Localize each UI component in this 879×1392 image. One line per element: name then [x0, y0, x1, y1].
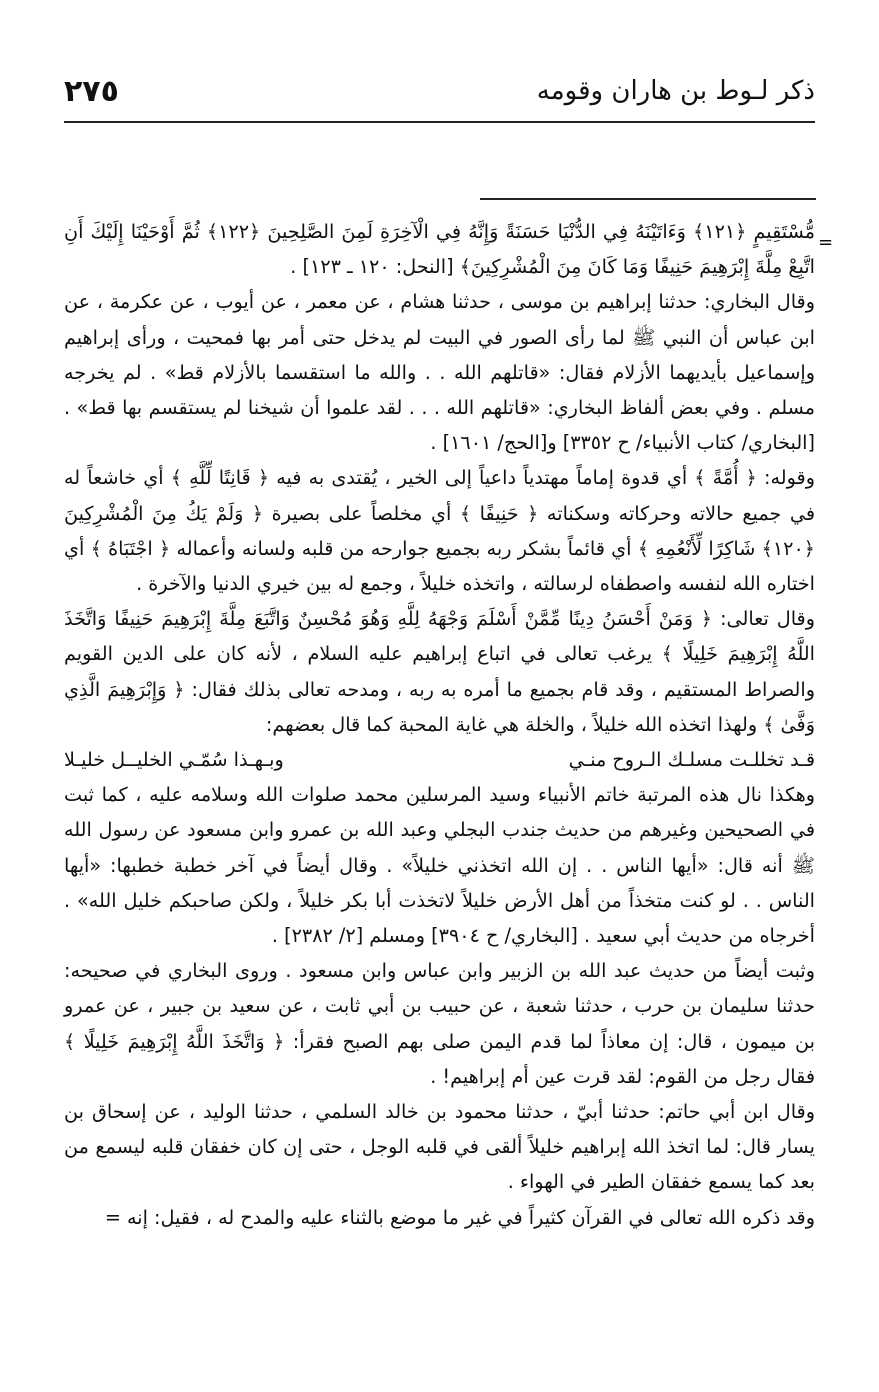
chapter-title: ذكر لـوط بن هاران وقومه	[536, 76, 815, 106]
header-rule	[64, 121, 815, 123]
paragraph: وثبت أيضاً من حديث عبد الله بن الزبير وابن عباس وابن مسعود . وروى البخاري في صحيحه: حدثنا سليمان بن حرب ، حدثنا شعبة ، عن حبيب بن أبي ثابت ، عن سعيد بن جبير ، عن عمرو بن ميمون ، قال: إن معاذاً لما قدم اليمن صلى بهم الصبح فقرأ: ﴿ وَاتَّخَذَ اللَّهُ إِبْرَهِيمَ خَلِيلًا ﴾ فقال رجل من القوم: لقد قرت عين أم إبراهيم! .	[64, 959, 815, 1088]
continuation-marker: =	[818, 232, 834, 253]
page-number: ٢٧٥	[64, 73, 119, 109]
main-text	[64, 214, 815, 1235]
paragraph: مُّسْتَقِيمٍ ﴿١٢١﴾ وَءَاتَيْنَهُ فِي الدُّنْيَا حَسَنَةً وَإِنَّهُ فِي الْآخِرَةِ لَمِنَ الصَّلِحِينَ ﴿١٢٢﴾ ثُمَّ أَوْحَيْنَا إِلَيْكَ أَنِ اتَّبِعْ مِلَّةَ إِبْرَهِيمَ حَنِيفًا وَمَا كَانَ مِنَ الْمُشْرِكِينَ﴾ [النحل: ١٢٠ ـ ١٢٣] .	[64, 220, 815, 279]
verse-first-hemistich: قـد تخللـت مسلـك الـروح منـي	[568, 748, 815, 772]
paragraph: وقد ذكره الله تعالى في القرآن كثيراً في غير ما موضع بالثناء عليه والمدح له ، فقيل: إنه =	[104, 1205, 815, 1229]
paragraph: وهكذا نال هذه المرتبة خاتم الأنبياء وسيد المرسلين محمد صلوات الله وسلامه عليه ، كما ثبت في الصحيحين وغيرهم من حديث جندب البجلي وعبد الله بن عمرو وابن مسعود عن رسول الله ﷺ أنه قال: «أيها الناس . . إن الله اتخذني خليلاً» . وقال أيضاً في آخر خطبة خطبها: «أيها الناس . . لو كنت متخذاً من أهل الأرض خليلاً لاتخذت أبا بكر خليلاً ، ولكن صاحبكم خليل الله» . أخرجاه من حديث أبي سعيد . [البخاري/ ح ٣٩٠٤] ومسلم [٢/ ٢٣٨٢] .	[64, 783, 815, 948]
running-header	[64, 66, 815, 116]
paragraph: وقال ابن أبي حاتم: حدثنا أبيّ ، حدثنا محمود بن خالد السلمي ، حدثنا الوليد ، عن إسحاق بن يسار قال: لما اتخذ الله إبراهيم خليلاً ألقى في قلبه الوجل ، حتى إن كان خفقان قلبه ليسمع من بعد كما يسمع خفقان الطير في الهواء .	[64, 1100, 815, 1194]
paragraph: وقال البخاري: حدثنا إبراهيم بن موسى ، حدثنا هشام ، عن معمر ، عن أيوب ، عن عكرمة ، عن ابن عباس أن النبي ﷺ لما رأى الصور في البيت لم يدخل حتى أمر بها فمحيت ، ورأى إبراهيم وإسماعيل بأيديهما الأزلام فقال: «قاتلهم الله . . والله ما استقسما بالأزلام قط» . لم يخرجه مسلم . وفي بعض ألفاظ البخاري: «قاتلهم الله . . . لقد علموا أن شيخنا لم يستقسم بها قط» . [البخاري/ كتاب الأنبياء/ ح ٣٣٥٢] و[الحج/ ١٦٠١] .	[64, 290, 815, 455]
paragraph: وقال تعالى: ﴿ وَمَنْ أَحْسَنُ دِينًا مِّمَّنْ أَسْلَمَ وَجْهَهُ لِلَّهِ وَهُوَ مُحْسِنٌ وَاتَّبَعَ مِلَّةَ إِبْرَهِيمَ حَنِيفًا وَاتَّخَذَ اللَّهُ إِبْرَهِيمَ خَلِيلًا ﴾ يرغب تعالى في اتباع إبراهيم عليه السلام ، لأنه كان على الدين القويم والصراط المستقيم ، وقد قام بجميع ما أمره به ربه ، ومدحه تعالى بذلك فقال: ﴿ وَإِبْرَهِيمَ الَّذِي وَفَّىٰ ﴾ ولهذا اتخذه الله خليلاً ، والخلة هي غاية المحبة كما قال بعضهم:	[64, 607, 815, 736]
poetry-verse	[64, 742, 815, 777]
verse-second-hemistich: وبـهـذا سُمّـي الخليــل خليـلا	[64, 748, 284, 772]
paragraph: وقوله: ﴿ أُمَّةً ﴾ أي قدوة إماماً مهتدياً داعياً إلى الخير ، يُقتدى به فيه ﴿ قَانِتًا لِّلَّهِ ﴾ أي خاشعاً له في جميع حالاته وحركاته وسكناته ﴿ حَنِيفًا ﴾ أي مخلصاً على بصيرة ﴿ وَلَمْ يَكُ مِنَ الْمُشْرِكِينَ ﴿١٢٠﴾ شَاكِرًا لِّأَنْعُمِهِ ﴾ أي قائماً بشكر ربه بجميع جوارحه من قلبه ولسانه وأعماله ﴿ اجْتَبَاهُ ﴾ أي اختاره الله لنفسه واصطفاه لرسالته ، واتخذه خليلاً ، وجمع له بين خيري الدنيا والآخرة .	[64, 466, 815, 596]
section-rule	[480, 198, 816, 200]
